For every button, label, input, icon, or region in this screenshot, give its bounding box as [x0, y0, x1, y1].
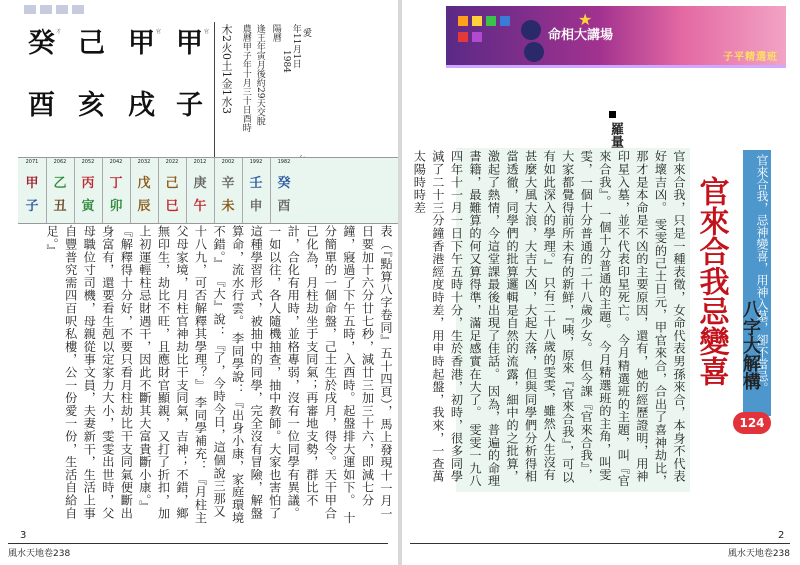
stem-month: 甲: [128, 28, 155, 59]
luck-pillar: 2052 丙 寅: [74, 158, 103, 223]
decor-square: [56, 5, 68, 14]
decor-square: [24, 5, 36, 14]
stem-year: 甲: [176, 28, 203, 59]
ten-god-month: 官: [156, 29, 162, 35]
ten-god-year: 官: [204, 29, 210, 35]
five-elements-count: 木2火0土1金1水3: [220, 24, 233, 114]
bazi-chart: [18, 22, 313, 157]
left-page: [0, 0, 398, 565]
branch-month: 戌: [128, 90, 155, 121]
decor-square: [40, 5, 52, 14]
decor-square: [500, 16, 510, 26]
issue-badge: 124: [733, 412, 771, 434]
banner-logo: 命相大講場: [548, 28, 614, 43]
decor-square: [458, 16, 468, 26]
name-label: 愛: [303, 29, 313, 39]
decor-square: [486, 16, 496, 26]
four-pillars: [18, 22, 215, 157]
logo-circle: [521, 20, 541, 40]
header-banner: [446, 6, 786, 68]
author-byline: 羅量: [608, 122, 623, 148]
footer-left: 風水天地卷238: [8, 543, 388, 559]
footer-right: 風水天地卷238: [410, 543, 790, 559]
right-body-text: 官來合我，只是一種表徵，女命代表男孫來合，本身不代表好壞吉凶。 雯雯的己土日元，甲官來合，合出了喜神劫比，那才是本命是不凶的主要原因，還有，她的經歷證明，用神印星入墓，並不代表印星死亡。 今月精選班的主題，叫『官來合我』。一個十分普通的主題。 今月精選班的主角，叫雯雯，一個十分普通的二十八歲少女。 但今課『官來合我』，大家都覺得前所未有的新鮮，『咦，原來『官來合我』，可以有如此深入的學理。』 只有二十八歲的雯雯，雖然人生沒有甚麼大風大浪，大吉大凶，大起大落，但與同學們分析得相當透徹，同學們的批算邏輯是自然的流露，細中的之批算，激起了熱情，今這堂課最後出現了佳話。 因為，普遍的命理書籍，最難算的何又算得準，滿足感實在大了。 雯雯一九八四年十一月一日下午五時十分，生於香港，初時，很多同學減了二十三分鐘香港經度時差，用申時起盤，我來，一查萬太陽時時差: [456, 148, 690, 492]
luck-pillar: 2012 庚 午: [186, 158, 215, 223]
title-blue-subtitle: 官來合我，忌神變喜，用神入墓，卻不當忌。: [743, 150, 771, 416]
page-number-left: 3: [20, 530, 27, 541]
luck-pillar: 1982 癸 酉: [277, 159, 291, 214]
calendar-1: 陽曆: [270, 24, 281, 42]
luck-pillar: 2062 乙 丑: [46, 158, 75, 223]
banner-underline: [446, 65, 786, 68]
luck-pillars: [18, 157, 398, 224]
birth-info-1: 農曆甲子年十月三十日酉時: [240, 24, 251, 132]
logo-circle: [524, 42, 544, 62]
luck-pillar: 2022 己 巳: [158, 158, 187, 223]
calendar-3: 年11月1日: [290, 24, 301, 69]
stem-hour: 癸: [28, 28, 55, 59]
stem-day: 己: [78, 28, 105, 59]
decor-square: [472, 16, 482, 26]
luck-pillar: 1992 壬 申: [242, 158, 271, 223]
birth-info-2: 逢王年寅月後約29天交脫: [254, 24, 265, 126]
branch-hour: 酉: [28, 90, 55, 121]
article-title: 官來合我忌變喜: [693, 176, 729, 386]
branch-day: 亥: [78, 90, 105, 121]
series-title: 八字大解構: [740, 300, 761, 390]
decor-square: [72, 5, 84, 14]
banner-subtitle: 子平精選班: [723, 52, 778, 63]
left-body-text: 表（『點算八字卷同』五十四頁），馬上發現十一月一日要加十六分廿七秒，減廿三加三十六，即減七分鐘，寢過了下午五時，入酉時。起盤排大運如下。 十分簡單的一個命盤，己土生於戌月，得令。天干甲合己化為，月柱劫坐于支同氣；再審地支勢，群比不計，合化有用時，並格專弱，沒有一位同學有異議。 一如以往，各人隨機抽查，抽中教師。大家也害怕了這種學習形式，被抽中的同學，完全沒有冒險，解盤算命，流水行雲。 李同學說：『出身小康，家庭環境不錯。』 『大』說：『了，今時今日，這個說三那又十八九，可否解釋其學理？』 李同學補充：『月柱主父母家境，月柱官神劫比干支同氣，吉神；不錯，鄉無印生，劫比不旺，且應財官顯親，又打了折扣，加上初運輕柱忌財遇干，因此不斷其大富貴斷小康。』 『解釋得十分好，不要只看月柱劫比干支同氣便斷出身富有，還要看生剋以定家力大小，雯雯出世時，父母職位寸司機，母親從事文員，夫妻新干，生活上事自豐普究需四百呎私樓，公一份愛一份，生活自給自足。』: [45, 225, 393, 524]
luck-pillar: 2042 丁 卯: [102, 158, 131, 223]
star-icon: ★: [578, 10, 593, 29]
luck-pillar: 2071 甲 子: [18, 158, 47, 223]
decor-square: [458, 32, 468, 42]
calendar-2: 1984: [280, 50, 291, 73]
ten-god-hour: 才: [56, 29, 62, 35]
luck-pillar: 2002 辛 未: [214, 158, 243, 223]
luck-pillar: 2032 戊 辰: [130, 158, 159, 223]
byline-mark: [609, 111, 616, 118]
page-number-right: 2: [778, 530, 785, 541]
decor-square: [472, 32, 482, 42]
branch-year: 子: [176, 90, 203, 121]
